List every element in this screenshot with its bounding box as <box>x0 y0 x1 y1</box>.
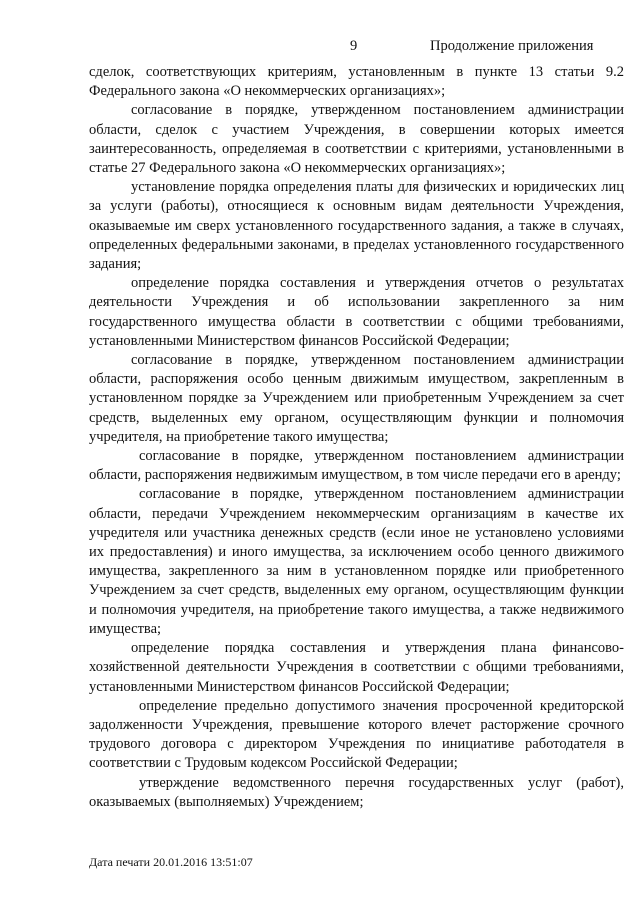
page-header <box>0 38 640 58</box>
paragraph: сделок, соответствующих критериям, установленным в пункте 13 статьи 9.2 Федерального закона «О некоммерческих организациях»; <box>89 64 624 100</box>
paragraph: определение порядка составления и утверждения плана финансово-хозяйственной деятельности Учреждения в соответствии с общими требованиями, установленными Министерством финансов Российской Федерации; <box>89 640 624 695</box>
paragraph: согласование в порядке, утвержденном постановлением администрации области, сделок с участием Учреждения, в совершении которых имеется заинтересованность, определяемая в соответствии с критериями, установленными в статье 27 Федерального закона «О некоммерческих организациях»; <box>89 102 624 177</box>
paragraph: согласование в порядке, утвержденном постановлением администрации области, передачи Учреждением некоммерческим организациям в качестве их учредителя или участника денежных средств (если иное не установлено условиями их предоставления) и иного имущества, за исключением особо ценного движимого имущества, закрепленного за ним в установленном порядке или приобретенного Учреждением за счет средств, выделенных ему органом, осуществляющим функции и полномочия учредителя, на приобретение такого имущества, а также недвижимого имущества; <box>89 486 624 637</box>
header-title: Продолжение приложения <box>430 38 594 54</box>
paragraph: определение порядка составления и утверждения отчетов о результатах деятельности Учреждения и об использовании закрепленного за ним государственного имущества области в соответствии с общими требованиями, установленными Министерством финансов Российской Федерации; <box>89 275 624 349</box>
paragraph: утверждение ведомственного перечня государственных услуг (работ), оказываемых (выполняемых) Учреждением; <box>89 774 624 810</box>
page-number: 9 <box>350 38 358 54</box>
paragraph: согласование в порядке, утвержденном постановлением администрации области, распоряжения особо ценным движимым имуществом, закрепленным в установленном порядке за Учреждением или приобретенным Учреждением за счет средств, выделенных ему органом, осуществляющим функции и полномочия учредителя, на приобретение такого имущества; <box>89 352 624 445</box>
paragraph: согласование в порядке, утвержденном постановлением администрации области, распоряжения недвижимым имуществом, в том числе передачи его в аренду; <box>89 448 624 484</box>
paragraph: определение предельно допустимого значения просроченной кредиторской задолженности Учреждения, превышение которого влечет расторжение срочного трудового договора с директором Учреждения по инициативе работодателя в соответствии с Трудовым кодексом Российской Федерации; <box>89 697 624 772</box>
document-body <box>89 63 624 812</box>
print-date-footer: Дата печати 20.01.2016 13:51:07 <box>89 855 253 869</box>
paragraph: установление порядка определения платы для физических и юридических лиц за услуги (работы), относящиеся к основным видам деятельности Учреждения, оказываемые им сверх установленного государственного задания, а также в случаях, определенных федеральными законами, в пределах установленного государственного задания; <box>89 179 624 273</box>
